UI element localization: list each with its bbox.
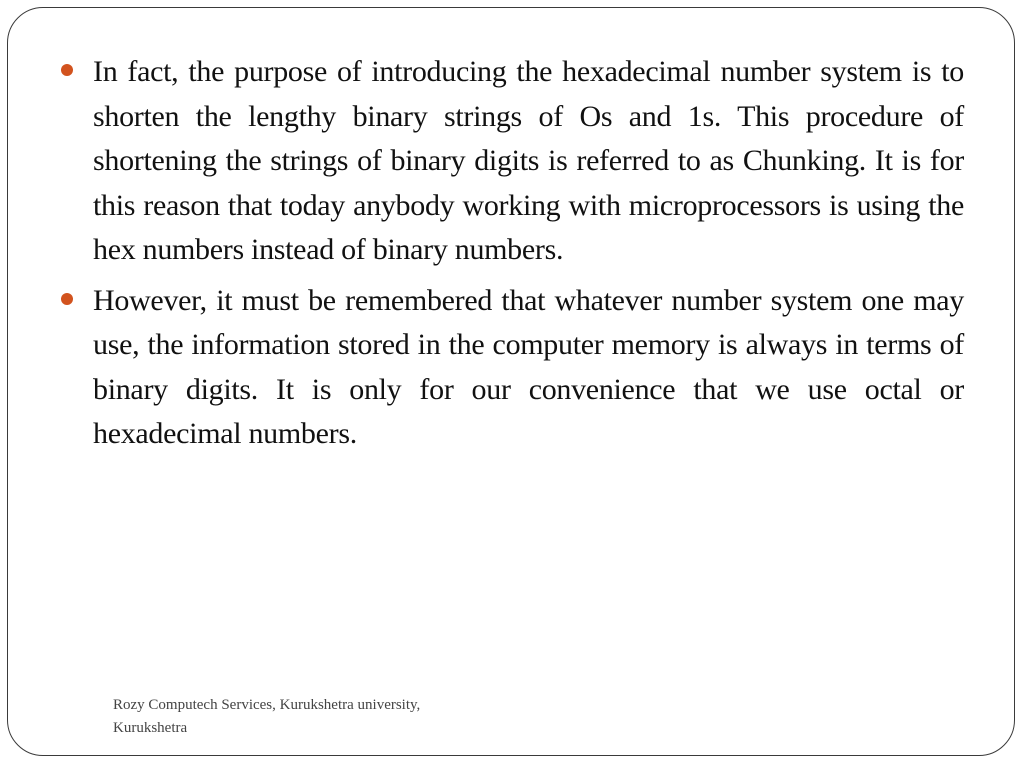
- bullet-dot-icon: [61, 64, 73, 76]
- footer-line: Rozy Computech Services, Kurukshetra university,: [113, 697, 421, 713]
- footer-line: Kurukshetra: [113, 720, 188, 736]
- bullet-text: In fact, the purpose of introducing the hexadecimal number system is to shorten the lengthy binary strings of Os and 1s. This procedure of shortening the strings of binary digits is referred to as Chunking. It is for this reason that today anybody working with microprocessors is using the hex numbers instead of binary numbers.: [93, 55, 964, 266]
- bullet-item: [60, 279, 964, 457]
- bullet-text: However, it must be remembered that whatever number system one may use, the information stored in the computer memory is always in terms of binary digits. It is only for our convenience that we use octal or hexadecimal numbers.: [93, 283, 964, 450]
- bullet-item: [60, 50, 964, 273]
- slide-footer: [113, 694, 513, 740]
- bullet-dot-icon: [61, 293, 73, 305]
- bullet-list: [60, 50, 964, 463]
